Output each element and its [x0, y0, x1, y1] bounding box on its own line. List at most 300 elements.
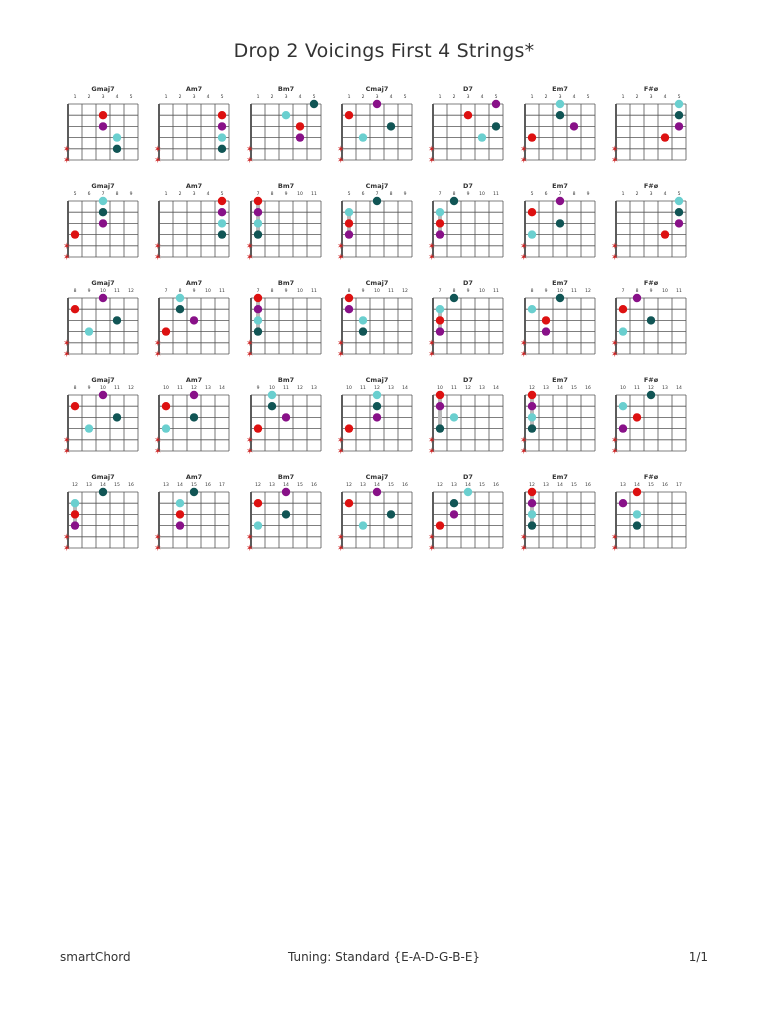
fret-number: 5: [220, 95, 224, 100]
chord-diagram: [62, 279, 140, 360]
muted-string-icon: ✶: [428, 338, 436, 349]
fret-number: 16: [205, 483, 212, 488]
fret-number: 14: [556, 386, 563, 391]
note-dot: [176, 521, 184, 529]
muted-string-icon: ✶: [245, 532, 254, 543]
fret-number: 12: [437, 483, 444, 488]
note-dot: [527, 510, 535, 518]
chord-name: F#ø: [643, 85, 658, 93]
note-dot: [436, 316, 444, 324]
note-dot: [218, 197, 226, 205]
fret-number: 14: [465, 483, 472, 488]
note-dot: [295, 133, 303, 141]
muted-string-icon: ✶: [610, 156, 619, 166]
muted-string-icon: ✶: [336, 435, 345, 446]
fret-number: 4: [115, 95, 119, 100]
fret-number: 11: [360, 386, 366, 391]
note-dot: [450, 413, 458, 421]
fret-number: 12: [191, 386, 198, 391]
fret-number: 2: [270, 95, 274, 100]
chord-diagram: [519, 279, 597, 360]
fret-number: 10: [205, 289, 212, 294]
note-dot: [387, 510, 395, 518]
muted-string-icon: ✶: [336, 447, 345, 457]
fret-number: 5: [530, 192, 533, 197]
fret-number: 9: [284, 289, 288, 294]
fret-number: 13: [310, 386, 317, 391]
footer-app-name: smartChord: [60, 950, 131, 964]
fret-number: 3: [192, 95, 196, 100]
note-dot: [436, 402, 444, 410]
fret-number: 11: [282, 386, 289, 391]
note-dot: [345, 230, 353, 238]
chord-name: Cmaj7: [365, 182, 389, 190]
chord-name: Em7: [551, 182, 568, 190]
note-dot: [633, 521, 641, 529]
note-dot: [253, 208, 261, 216]
chord-diagram: [427, 85, 505, 166]
muted-string-icon: ✶: [63, 338, 71, 349]
fret-number: 12: [128, 289, 134, 294]
muted-string-icon: ✶: [610, 435, 619, 446]
muted-string-icon: ✶: [154, 156, 162, 166]
fret-number: 9: [284, 192, 288, 197]
muted-string-icon: ✶: [336, 241, 345, 252]
fret-number: 5: [73, 192, 77, 197]
chord-name: Cmaj7: [365, 376, 389, 384]
note-dot: [436, 219, 444, 227]
fret-number: 12: [128, 386, 134, 391]
fret-number: 15: [114, 483, 120, 488]
chord-name: D7: [463, 473, 474, 481]
note-dot: [647, 391, 655, 399]
note-dot: [71, 521, 79, 529]
fret-number: 1: [621, 192, 625, 197]
chord-name: D7: [463, 279, 474, 287]
muted-string-icon: ✶: [610, 447, 619, 457]
chord-name: Em7: [551, 473, 568, 481]
note-dot: [633, 413, 641, 421]
fret-number: 11: [388, 289, 394, 294]
muted-string-icon: ✶: [336, 350, 345, 360]
note-dot: [527, 391, 535, 399]
fret-number: 5: [677, 95, 681, 100]
fret-number: 2: [544, 95, 547, 100]
note-dot: [633, 294, 641, 302]
fret-number: 8: [178, 289, 182, 294]
note-dot: [675, 197, 683, 205]
fret-number: 3: [192, 192, 196, 197]
note-dot: [359, 316, 367, 324]
note-dot: [619, 499, 627, 507]
fret-number: 16: [661, 483, 668, 488]
note-dot: [267, 402, 275, 410]
fret-number: 10: [268, 386, 275, 391]
note-dot: [85, 327, 93, 335]
fret-number: 13: [205, 386, 212, 391]
fret-number: 13: [542, 386, 549, 391]
chord-name: Bm7: [277, 473, 294, 481]
chord-diagram: [519, 85, 597, 166]
chord-name: F#ø: [643, 182, 658, 190]
fret-number: 3: [466, 95, 470, 100]
note-dot: [253, 230, 261, 238]
note-dot: [464, 488, 472, 496]
muted-string-icon: ✶: [519, 544, 528, 554]
note-dot: [113, 133, 121, 141]
note-dot: [492, 122, 500, 130]
note-dot: [436, 327, 444, 335]
fret-number: 12: [346, 483, 352, 488]
fret-number: 8: [452, 192, 456, 197]
note-dot: [436, 230, 444, 238]
muted-string-icon: ✶: [428, 156, 436, 166]
note-dot: [661, 133, 669, 141]
note-dot: [675, 208, 683, 216]
chord-diagram: [153, 279, 231, 360]
note-dot: [345, 499, 353, 507]
fret-number: 9: [466, 192, 470, 197]
fret-number: 3: [284, 95, 288, 100]
fret-number: 14: [219, 386, 226, 391]
muted-string-icon: ✶: [63, 544, 71, 554]
note-dot: [464, 111, 472, 119]
note-dot: [218, 230, 226, 238]
fret-number: 16: [128, 483, 134, 488]
note-dot: [619, 327, 627, 335]
chord-name: Cmaj7: [365, 85, 389, 93]
muted-string-icon: ✶: [610, 532, 619, 543]
note-dot: [633, 510, 641, 518]
fret-number: 8: [347, 289, 351, 294]
fret-number: 7: [558, 192, 561, 197]
fret-number: 10: [437, 386, 444, 391]
fret-number: 17: [219, 483, 226, 488]
note-dot: [71, 305, 79, 313]
chord-name: Em7: [551, 85, 568, 93]
note-dot: [281, 413, 289, 421]
fret-number: 2: [361, 95, 365, 100]
fret-number: 16: [402, 483, 408, 488]
note-dot: [527, 133, 535, 141]
note-dot: [661, 230, 669, 238]
note-dot: [359, 133, 367, 141]
fret-number: 7: [621, 289, 625, 294]
fret-number: 1: [621, 95, 625, 100]
fret-number: 12: [254, 483, 261, 488]
fret-number: 8: [73, 386, 77, 391]
chord-diagram: [336, 182, 414, 263]
muted-string-icon: ✶: [610, 253, 619, 263]
note-dot: [113, 316, 121, 324]
fret-number: 11: [570, 289, 577, 294]
fret-number: 5: [220, 192, 224, 197]
note-dot: [162, 327, 170, 335]
note-dot: [359, 521, 367, 529]
muted-string-icon: ✶: [336, 253, 345, 263]
chord-diagram: [427, 473, 505, 554]
muted-string-icon: ✶: [154, 435, 162, 446]
fret-number: 2: [452, 95, 456, 100]
chord-diagram: [519, 376, 597, 457]
fret-number: 4: [663, 95, 667, 100]
fret-number: 2: [178, 192, 182, 197]
fret-number: 11: [114, 289, 120, 294]
note-dot: [373, 402, 381, 410]
note-dot: [295, 122, 303, 130]
fret-number: 8: [73, 289, 77, 294]
fret-number: 10: [163, 386, 170, 391]
footer-page-number: 1/1: [688, 950, 708, 964]
note-dot: [218, 133, 226, 141]
fret-number: 13: [163, 483, 170, 488]
muted-string-icon: ✶: [154, 350, 162, 360]
chord-diagram: [427, 376, 505, 457]
muted-string-icon: ✶: [245, 144, 254, 155]
fret-number: 15: [647, 483, 654, 488]
fret-number: 8: [572, 192, 575, 197]
muted-string-icon: ✶: [519, 338, 528, 349]
fret-number: 7: [256, 192, 260, 197]
muted-string-icon: ✶: [336, 544, 345, 554]
fret-number: 11: [493, 192, 500, 197]
fret-number: 8: [389, 192, 393, 197]
note-dot: [373, 100, 381, 108]
note-dot: [555, 111, 563, 119]
note-dot: [99, 208, 107, 216]
note-dot: [527, 424, 535, 432]
chord-diagram: [245, 473, 323, 554]
note-dot: [162, 402, 170, 410]
fret-number: 4: [206, 192, 210, 197]
chord-name: D7: [463, 182, 474, 190]
fret-number: 15: [388, 483, 394, 488]
fret-number: 11: [675, 289, 682, 294]
note-dot: [345, 208, 353, 216]
chord-name: Bm7: [277, 182, 294, 190]
fret-number: 10: [100, 289, 106, 294]
fret-number: 6: [544, 192, 547, 197]
chord-diagram: [245, 376, 323, 457]
fret-number: 13: [619, 483, 626, 488]
fret-number: 16: [584, 386, 591, 391]
fret-number: 12: [72, 483, 78, 488]
chord-diagram: [610, 473, 688, 554]
note-dot: [253, 424, 261, 432]
muted-string-icon: ✶: [245, 253, 254, 263]
note-dot: [218, 208, 226, 216]
chord-diagram: [245, 85, 323, 166]
fret-number: 3: [101, 95, 105, 100]
fret-number: 10: [296, 289, 303, 294]
fret-number: 13: [661, 386, 668, 391]
note-dot: [555, 294, 563, 302]
fret-number: 14: [633, 483, 640, 488]
note-dot: [71, 402, 79, 410]
fret-number: 3: [649, 95, 653, 100]
fret-number: 9: [192, 289, 196, 294]
note-dot: [99, 488, 107, 496]
note-dot: [253, 499, 261, 507]
fret-number: 1: [530, 95, 533, 100]
chord-diagram: [610, 279, 688, 360]
note-dot: [492, 100, 500, 108]
fret-number: 14: [675, 386, 682, 391]
muted-string-icon: ✶: [154, 447, 162, 457]
fret-number: 9: [129, 192, 133, 197]
note-dot: [527, 305, 535, 313]
muted-string-icon: ✶: [428, 253, 436, 263]
fret-number: 12: [528, 386, 535, 391]
note-dot: [190, 413, 198, 421]
muted-string-icon: ✶: [428, 144, 436, 155]
fret-number: 11: [219, 289, 226, 294]
muted-string-icon: ✶: [428, 447, 436, 457]
fret-number: 8: [270, 192, 274, 197]
fret-number: 8: [115, 192, 119, 197]
muted-string-icon: ✶: [428, 544, 436, 554]
fret-number: 5: [403, 95, 407, 100]
note-dot: [527, 521, 535, 529]
fret-number: 10: [556, 289, 563, 294]
muted-string-icon: ✶: [428, 435, 436, 446]
note-dot: [253, 305, 261, 313]
note-dot: [176, 499, 184, 507]
fret-number: 7: [438, 192, 442, 197]
fret-number: 7: [375, 192, 379, 197]
chord-name: Gmaj7: [91, 182, 115, 190]
fret-number: 7: [101, 192, 105, 197]
muted-string-icon: ✶: [154, 144, 162, 155]
note-dot: [569, 122, 577, 130]
note-dot: [527, 488, 535, 496]
chord-name: Em7: [551, 279, 568, 287]
muted-string-icon: ✶: [245, 350, 254, 360]
fret-number: 2: [87, 95, 91, 100]
chord-name: Am7: [186, 376, 203, 384]
fret-number: 7: [256, 289, 260, 294]
muted-string-icon: ✶: [154, 241, 162, 252]
muted-string-icon: ✶: [63, 532, 71, 543]
fret-number: 15: [191, 483, 198, 488]
fret-number: 7: [438, 289, 442, 294]
chord-name: F#ø: [643, 473, 658, 481]
fret-number: 9: [586, 192, 589, 197]
note-dot: [253, 316, 261, 324]
chord-name: Am7: [186, 279, 203, 287]
fret-number: 4: [206, 95, 210, 100]
muted-string-icon: ✶: [336, 144, 345, 155]
chord-diagram: [519, 473, 597, 554]
muted-string-icon: ✶: [63, 447, 71, 457]
fret-number: 9: [649, 289, 653, 294]
muted-string-icon: ✶: [154, 253, 162, 263]
note-dot: [99, 219, 107, 227]
fret-number: 11: [451, 386, 458, 391]
fret-number: 9: [87, 289, 91, 294]
fret-number: 2: [635, 192, 639, 197]
fret-number: 13: [451, 483, 458, 488]
muted-string-icon: ✶: [610, 241, 619, 252]
muted-string-icon: ✶: [519, 435, 528, 446]
note-dot: [373, 413, 381, 421]
note-dot: [675, 219, 683, 227]
note-dot: [436, 424, 444, 432]
fret-number: 1: [256, 95, 260, 100]
note-dot: [99, 294, 107, 302]
chord-diagram: [610, 85, 688, 166]
fret-number: 3: [558, 95, 561, 100]
fret-number: 1: [347, 95, 351, 100]
note-dot: [675, 100, 683, 108]
muted-string-icon: ✶: [519, 253, 528, 263]
fret-number: 5: [494, 95, 498, 100]
note-dot: [450, 294, 458, 302]
fret-number: 8: [452, 289, 456, 294]
chord-diagram: [62, 182, 140, 263]
muted-string-icon: ✶: [63, 144, 71, 155]
muted-string-icon: ✶: [63, 241, 71, 252]
note-dot: [555, 219, 563, 227]
fret-number: 6: [87, 192, 91, 197]
fret-number: 1: [164, 192, 168, 197]
chord-diagram: [62, 473, 140, 554]
fret-number: 14: [177, 483, 184, 488]
chord-name: Am7: [186, 85, 203, 93]
note-dot: [267, 391, 275, 399]
note-dot: [373, 488, 381, 496]
note-dot: [675, 111, 683, 119]
fret-number: 1: [438, 95, 442, 100]
note-dot: [436, 391, 444, 399]
note-dot: [647, 316, 655, 324]
fret-number: 16: [584, 483, 591, 488]
chord-name: Em7: [551, 376, 568, 384]
chord-name: Cmaj7: [365, 473, 389, 481]
note-dot: [633, 488, 641, 496]
chord-name: Gmaj7: [91, 473, 115, 481]
fret-number: 5: [312, 95, 316, 100]
note-dot: [253, 219, 261, 227]
page-title: Drop 2 Voicings First 4 Strings*: [233, 40, 535, 62]
note-dot: [218, 219, 226, 227]
note-dot: [176, 305, 184, 313]
fret-number: 9: [256, 386, 260, 391]
fret-number: 14: [374, 483, 380, 488]
muted-string-icon: ✶: [63, 435, 71, 446]
note-dot: [345, 424, 353, 432]
muted-string-icon: ✶: [336, 156, 345, 166]
fret-number: 9: [87, 386, 91, 391]
note-dot: [281, 488, 289, 496]
fret-number: 5: [347, 192, 351, 197]
chord-name: D7: [463, 85, 474, 93]
fret-number: 4: [389, 95, 393, 100]
fret-number: 13: [388, 386, 394, 391]
fret-number: 12: [374, 386, 380, 391]
fret-number: 13: [479, 386, 486, 391]
fret-number: 9: [544, 289, 547, 294]
note-dot: [176, 510, 184, 518]
note-dot: [99, 122, 107, 130]
fret-number: 13: [360, 483, 366, 488]
fret-number: 12: [465, 386, 472, 391]
chord-name: F#ø: [643, 376, 658, 384]
note-dot: [99, 197, 107, 205]
fret-number: 10: [479, 289, 486, 294]
fret-number: 12: [647, 386, 654, 391]
note-dot: [113, 413, 121, 421]
